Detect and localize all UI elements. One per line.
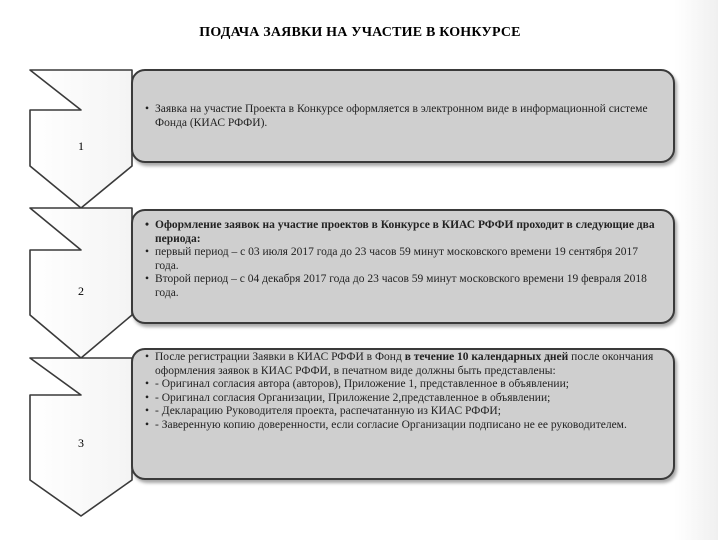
step-1-box [131,69,675,163]
step-2-bullet-period-1: • первый период – с 03 июля 2017 года до 23 часов 59 минут московского времени 19 сентября 2017 года. [143,246,663,273]
step-2-bullet-period-2: • Второй период – с 04 декабря 2017 года до 23 часов 59 минут московского времени 19 февраля 2018 года. [143,273,663,300]
step-3-intro-post: после окончания оформления заявок в КИАС РФФИ, в печатном виде должны быть представлены: [155,351,654,377]
step-3-bullet-intro [143,351,663,378]
step-2-bullet-heading: • Оформление заявок на участие проектов в Конкурсе в КИАС РФФИ проходит в следующие два периода: [143,219,663,246]
step-3-intro-deadline: в течение 10 календарных дней [404,351,569,363]
chevron-step-2 [30,208,132,358]
step-3-bullet-authors-consent: • - Оригинал согласия автора (авторов), Приложение 1, представленное в объявлении; [143,378,663,392]
step-2-number: 2 [78,284,84,298]
step-1-bullet: • Заявка на участие Проекта в Конкурсе оформляется в электронном виде в информационной системе Фонда (КИАС РФФИ). [143,103,663,130]
step-3-number: 3 [78,436,84,450]
step-1-number: 1 [78,139,84,153]
step-2-box [131,209,675,324]
step-3-box [131,348,675,480]
step-3-bullet-power-of-attorney: • - Заверенную копию доверенности, если согласие Организации подписано не ее руководителем. [143,419,663,433]
page-title: ПОДАЧА ЗАЯВКИ НА УЧАСТИЕ В КОНКУРСЕ [199,25,521,40]
step-3-intro-pre: После регистрации Заявки в КИАС РФФИ в Фонд [155,351,405,363]
step-3-bullet-org-consent: • - Оригинал согласия Организации, Приложение 2,представленное в объявлении; [143,392,663,406]
step-3-bullet-declaration: • - Декларацию Руководителя проекта, распечатанную из КИАС РФФИ; [143,405,663,419]
